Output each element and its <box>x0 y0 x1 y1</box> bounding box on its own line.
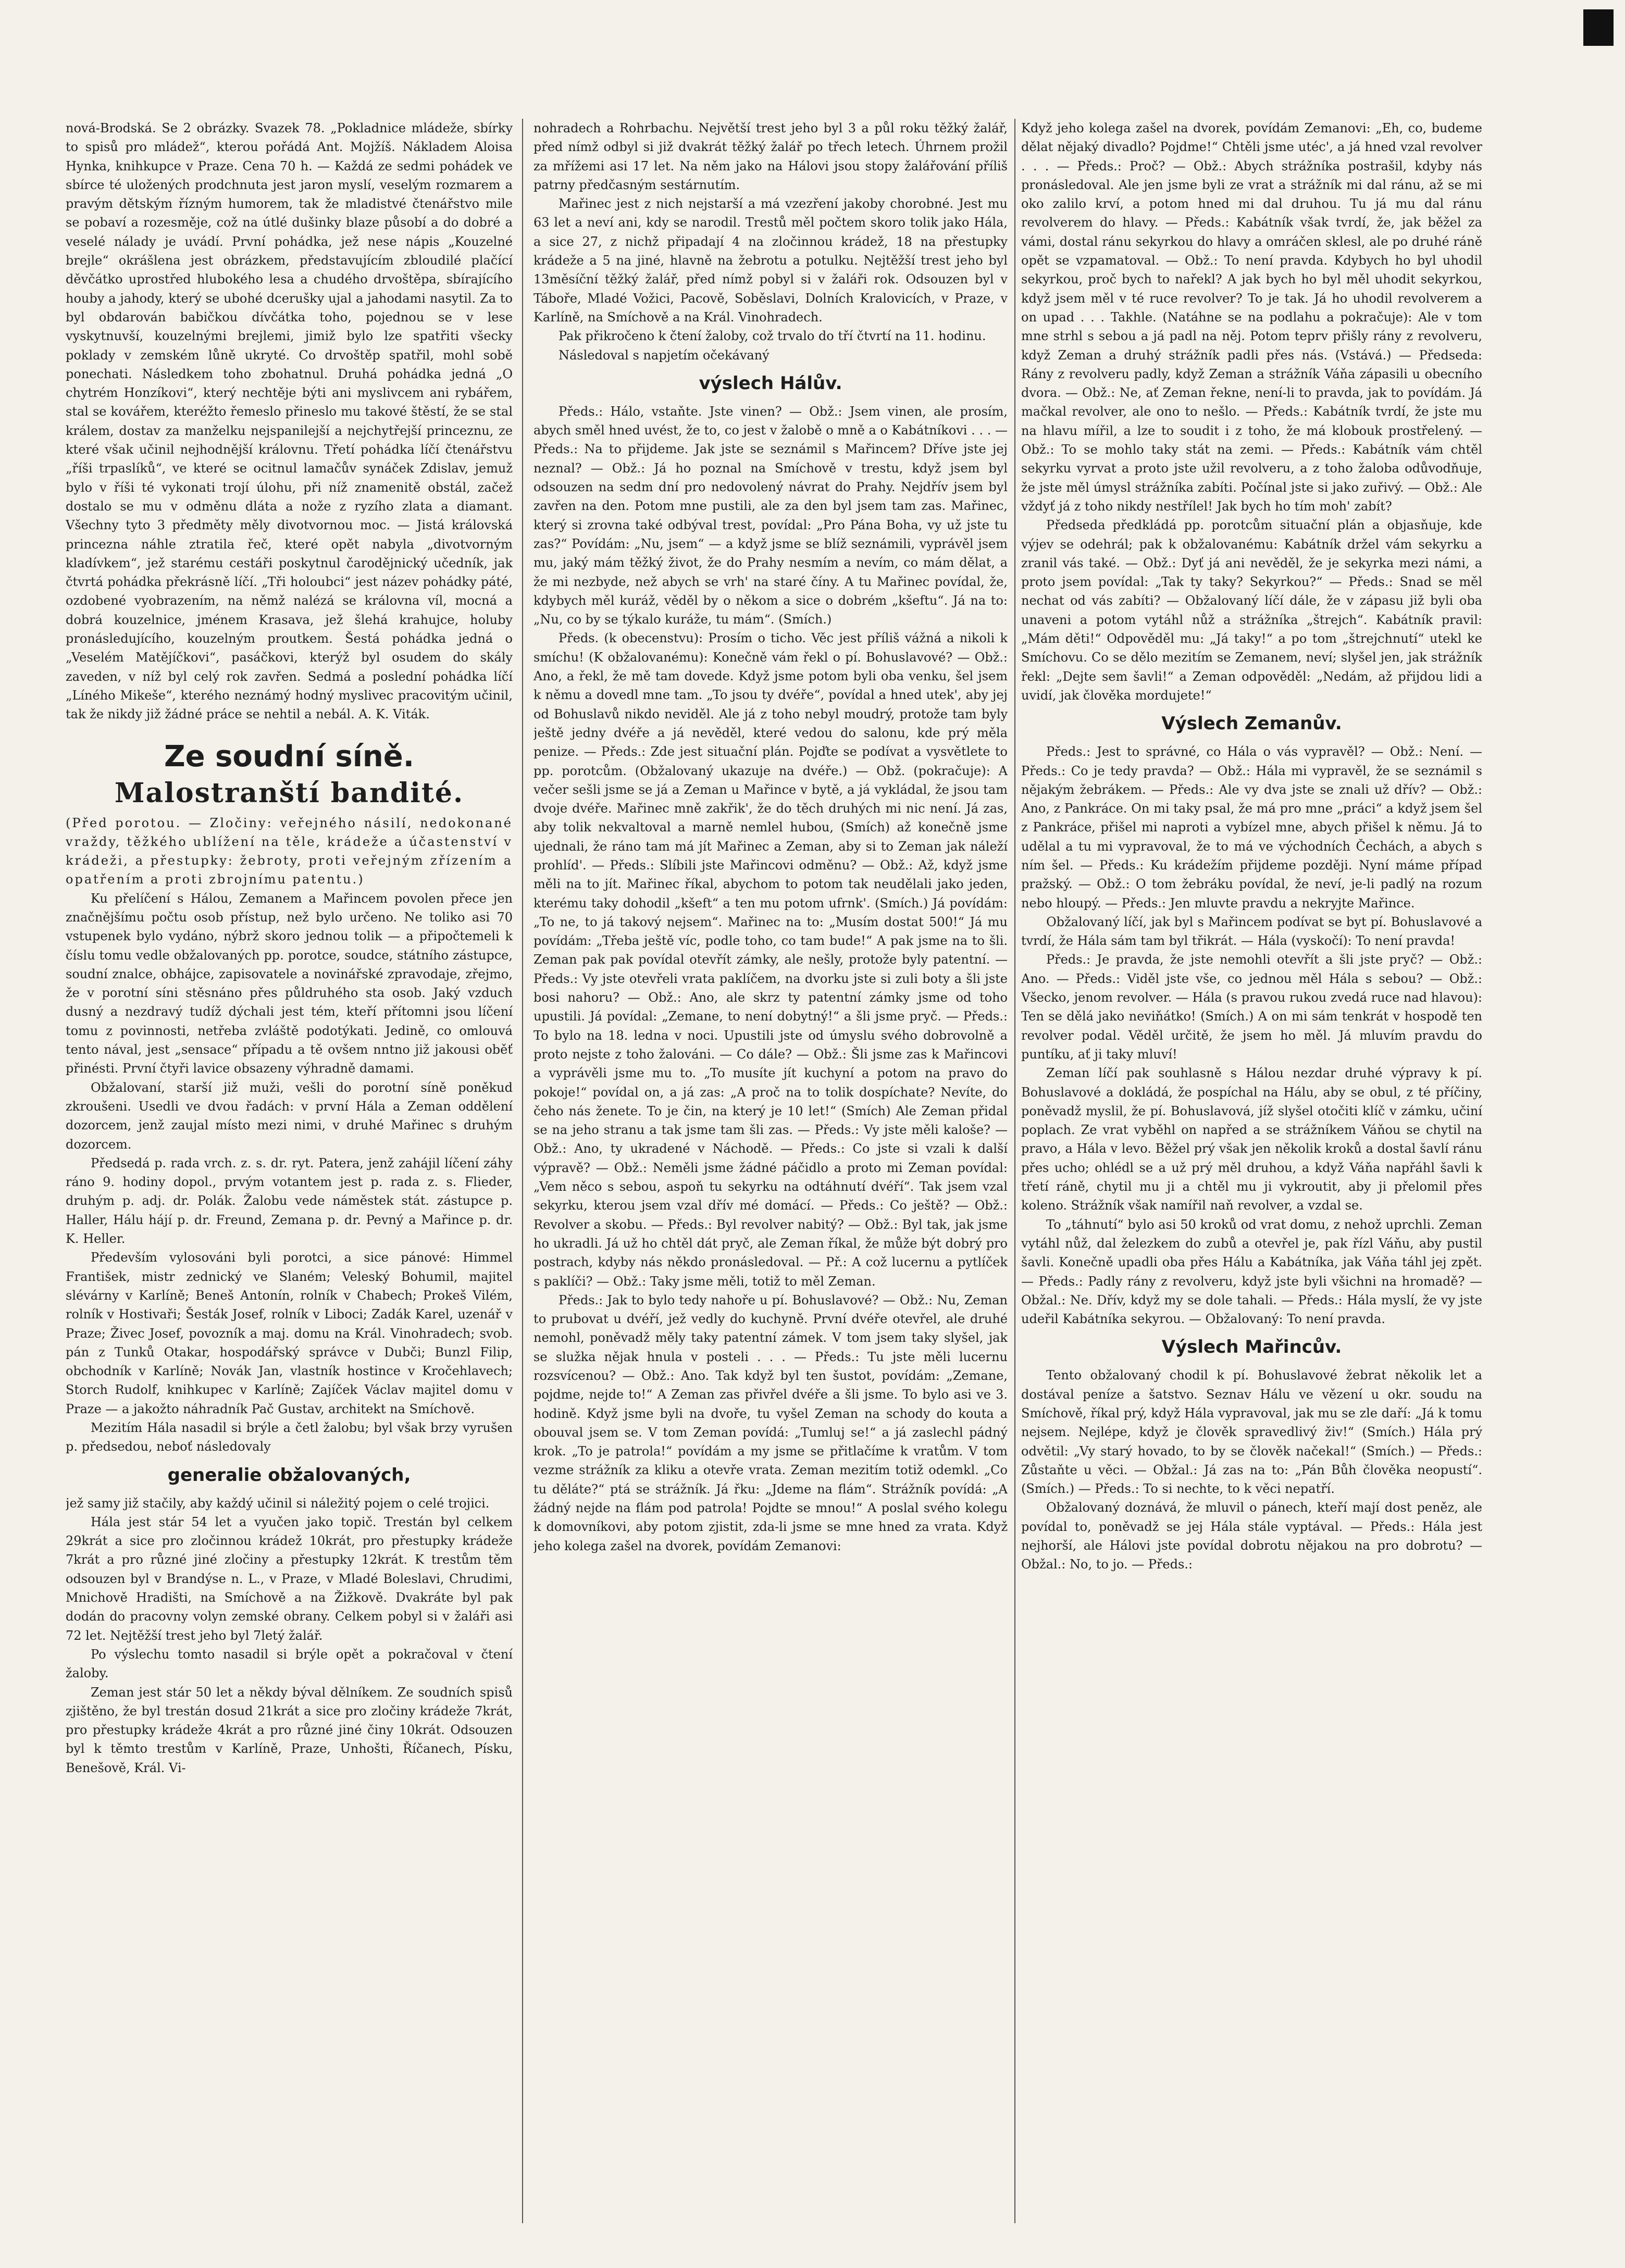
article-paragraph: jež samy již stačily, aby každý učinil si náležitý pojem o celé trojici. <box>66 1496 490 1511</box>
subheading: Výslech Zemanův. <box>1161 713 1342 734</box>
article-paragraph: Následoval s napjetím očekávaný <box>559 347 770 363</box>
charges-paragraph: (Před porotou. — Zločiny: veřejného násilí, nedokonané vraždy, těžkého ublížení na těle, krádeže a účastenství v krádeži, a přestupky: žebroty, proti veřejným zřízením a opatřením a proti zbrojnímu patentu.) <box>66 815 513 887</box>
article-paragraph: Předs.: Je pravda, že jste nemohli otevřít a šli jste pryč? — Obž.: Ano. — Předs.: Viděl jste vše, co jednou měl Hála s sebou? — Obž.: Všecko, jenom revolver. — Hála (s pravou rukou zvedá ruce nad hlavou): Ten se dělá jako neviňátko! (Smích.) A on mi sám tenkrát v hospodě ten revolver podal. Věděl určitě, že jsem ho měl. Já mluvím pravdu do puntíku, ať ji taky mluví! <box>1021 952 1482 1062</box>
article-paragraph: Tento obžalovaný chodil k pí. Bohuslavové žebrat několik let a dostával peníze a šatstvo. Seznav Hálu ve vězení u okr. soudu na Smíchově, říkal prý, když Hála vypravoval, jak mu se zle daří: „Já k tomu nejsem. Nejlépe, když je člověk spravedlivý živ!“ (Smích.) Hála prý odvětil: „Vy starý hovado, to by se člověk načekal!“ (Smích.) — Předs.: Zůstaňte u věci. — Obžal.: Já zas na to: „Pán Bůh člověka neopustí“. (Smích.) — Předs.: To si nechte, to k věci nepatří. <box>1021 1368 1482 1497</box>
article-headline: Malostranští bandité. <box>114 777 464 809</box>
subheading: Výslech Mařincův. <box>1161 1337 1342 1358</box>
subheading: generalie obžalovaných, <box>167 1464 411 1486</box>
article-paragraph: Obžalovaní, starší již muži, vešli do porotní síně poněkud zkroušeni. Usedli ve dvou řadách: v první Hála a Zeman oddělení dozorcem, jenž zaujal místo mezi nimi, v druhé Mařinec s druhým dozorcem. <box>66 1080 513 1152</box>
article-paragraph: Především vylosováni byli porotci, a sice pánové: Himmel František, mistr zednický ve Slaném; Veleský Bohumil, majitel slévárny v Karlíně; Beneš Antonín, rolník v Chabech; Prokeš Vilém, rolník v Hostivaři; Šesták Josef, rolník v Liboci; Zadák Karel, uzenář v Praze; Živec Josef, povozník a maj. domu na Král. Vinohradech; svob. pán z Tunků Otakar, hospodářský správce v Dubči; Bunzl Filip, obchodník v Karlíně; Novák Jan, vlastník hostince v Kročehlavech; Storch Rudolf, knihkupec v Karlíně; Zajíček Václav majitel domu v Praze — a jakožto náhradník Pač Gustav, architekt na Smíchově. <box>66 1250 513 1416</box>
article-paragraph: Předs.: Jest to správné, co Hála o vás vypravěl? — Obž.: Není. — Předs.: Co je tedy pravda? — Obž.: Hála mi vypravěl, že se seznámil s nějakým žebrákem. — Předs.: Ale vy dva jste se znali už dřív? — Obž.: Ano, z Pankráce. On mi taky psal, že má pro mne „práci“ a když jsem šel z Pankráce, přišel mi naproti a vybízel mne, abych přišel k němu. Já to udělal a tu mi vypravoval, že to má ve východních Čechách, a abych s ním šel. — Předs.: Ku krádežím přijdeme později. Nyní máme případ pražský. — Obž.: O tom žebráku povídal, že neví, je-li padlý na rozum nebo hloupý. — Předs.: Jen mluvte pravdu a nekryjte Mařince. <box>1021 744 1482 911</box>
column-2 <box>534 119 1008 2228</box>
article-paragraph: Předs.: Hálo, vstaňte. Jste vinen? — Obž.: Jsem vinen, ale prosím, abych směl hned uvést, že to, co jest v žalobě o mně a o Kabátníkovi . . . — Předs.: Na to přijdeme. Jak jste se seznámil s Mařincem? Dříve jste jej neznal? — Obž.: Já ho poznal na Smíchově v trestu, když jsem byl odsouzen na sedm dní pro nedovolený návrat do Prahy. Nejdřív jsem byl zavřen na den. Potom mne pustili, ale za den byl jsem tam zas. Mařinec, který si zrovna také odbýval trest, povídal: „Pro Pána Boha, vy už jste tu zas?“ Povídám: „Nu, jsem“ — a když jsme se blíž seznámili, vyprávěl jsem mu, jaký mám těžký život, že do Prahy nesmím a nevím, co mám dělat, a že mi nezbyde, než abych se vrh' na staré číny. A tu Mařinec povídal, že, kdybych měl kuráž, věděl by o někom a sice o dobrém „kšeftu“. Já na to: „Nu, co by se týkalo kuráže, tu mám“. (Smích.) <box>534 404 1008 627</box>
article-paragraph: Předs. (k obecenstvu): Prosím o ticho. Věc jest příliš vážná a nikoli k smíchu! (K obžalovanému): Konečně vám řekl o pí. Bohuslavové? — Obž.: Ano, a řekl, že mě tam dovede. Když jsme potom byli oba venku, šel jsem k němu a dovedl mne tam. „To jsou ty dvéře“, povídal a hned utek', aby jej od Bohuslavů nikdo neviděl. Ale já z toho nebyl moudrý, protože tam byly ještě jedny dvéře a já nevěděl, které vedou do salonu, kde prý měla penize. — Předs.: Zde jest situační plán. Pojďte se podívat a vysvětlete to pp. porotcům. (Obžalovaný ukazuje na dvéře.) — Obž. (pokračuje): A večer sešli jsme se já a Zeman u Mařince v bytě, a já vykládal, že jsou tam dvoje dvéře. Mařinec mně zakřik', že do těch druhých mi nic není. Já zas, aby tolik nekvaltoval a marně nemlel hubou, (Smích) až konečně jsme ujednali, že ráno tam má jít Mařinec a Zeman, aby si to Zeman jak náleží prohlíd'. — Předs.: Slíbili jste Mařincovi odměnu? — Obž.: Až, když jsme měli na to jít. Mařinec říkal, abychom to potom tak neudělali jako jeden, kterému taky dohodil „kšeft“ a ten mu potom ufrnk'. (Smích.) Já povídám: „To ne, to já takový nejsem“. Mařinec na to: „Musím dostat 500!“ Já mu povídám: „Třeba ještě víc, podle toho, co tam bude!“ A pak jsme na to šli. Zeman pak pak povídal otevřít zámky, ale nešly, protože byly patentní. — Předs.: Vy jste otevřeli vrata paklíčem, na dvorku jste si zuli boty a šli jste bosi nahoru? — Obž.: Ano, ale skrz ty patentní zámky jsme od toho upustili. Já povídal: „Zemane, to není dobytný!“ a šli jsme pryč. — Předs.: To bylo na 18. ledna v noci. Upustili jste od úmyslu svého dobrovolně a proto nejste z toho žalováni. — Co dále? — Obž.: Šli jsme zas k Mařincovi a vyprávěli jsme mu to. „To musíte jít kuchyní a potom na pravo do pokoje!“ povídal on, a já zas: „A proč na to tolik dospíchate? Nevíte, do čeho nás ženete. To je čin, na který je 10 let!“ (Smích) Ale Zeman přidal se na jeho stranu a tak jsme tam šli zas. — Předs.: Vy jste měli kaloše? — Obž.: Ano, ty ukradené v Náchodě. — Předs.: Co jste si vzali k další výpravě? — Obž.: Neměli jsme žádné páčidlo a proto mi Zeman povídal: „Vem něco s sebou, aspoň tu sekyrku na odtáhnutí dvéří“. Tak jsem vzal sekyrku, kterou jsem vzal dřív mé domácí. — Předs.: Co ještě? — Obž.: Revolver a skobu. — Předs.: Byl revolver nabitý? — Obž.: Byl tak, jak jsme ho ukradli. Já už ho chtěl dát pryč, ale Zeman říkal, že může být dobrý pro postrach, kdyby nás někdo pronásledoval. — Př.: A což lucernu a pytlíček s paklíči? — Obž.: Taky jsme měli, totiž to měl Zeman. <box>534 631 1008 1289</box>
section-title: Ze soudní síně. <box>164 739 415 774</box>
article-paragraph: Ku přelíčení s Hálou, Zemanem a Mařincem povolen přece jen značnějšímu počtu osob přístup, než bylo určeno. Ne toliko asi 70 vstupenek bylo vydáno, nýbrž skoro jednou tolik — a připočtemeli k číslu tomu vedle obžalovaných pp. porotce, soudce, státního zástupce, soudní znalce, obhájce, zapisovatele a novinářské zpravodaje, zřejmo, že v porotní síni stěsnáno přes půldruhého sta osob. Jaký vzduch dusný a nezdravý tudíž dýchali jest tém, kteří přítomni jsou líčení tomu z povinnosti, netřeba zvláště podotýkati. Jedině, co omlouvá tento nával, jest „sensace“ případu a tě ovšem nntno již jakousi oběť přinésti. První čtyři lavice obsazeny výhradně damami. <box>66 891 513 1076</box>
article-paragraph: Předsedá p. rada vrch. z. s. dr. ryt. Patera, jenž zahájil líčení záhy ráno 9. hodiny dopol., prvým votantem jest p. rada z. s. Flieder, druhým p. adj. dr. Polák. Žalobu vede náměstek stát. zástupce p. Haller, Hálu hájí p. dr. Freund, Zemana p. dr. Pevný a Mařince p. dr. K. Heller. <box>66 1155 513 1247</box>
article-paragraph: Obžalovaný doznává, že mluvil o pánech, kteří mají dost peněz, ale povídal to, poněvadž se jej Hála stále vyptával. — Předs.: Hála jest nejhorší, ale Hálovi jste povídal dobrotu nějakou na pro dobrotu? — Obžal.: No, to jo. — Předs.: <box>1021 1500 1482 1572</box>
article-paragraph: Když jeho kolega zašel na dvorek, povídám Zemanovi: „Eh, co, budeme dělat nějaký divadlo? Pojdme!“ Chtěli jsme utéc', a já hned vzal revolver . . . — Předs.: Proč? — Obž.: Abych strážníka postrašil, kdyby nás pronásledoval. Ale jen jsme byli ze vrat a strážník mi dal ránu, až se mi oko zalilo krví, a potom hned mi dal druhou. Tu já mu dal ránu revolverem do hlavy. — Předs.: Kabátník však tvrdí, že, jak běžel za vámi, dostal ránu sekyrkou do hlavy a omráčen sklesl, ale po druhé ráně opět se vzpamatoval. — Obž.: To není pravda. Kdybych ho byl uhodil sekyrkou, proč bych to nařekl? A jak bych ho byl měl uhodit sekyrkou, když jsem měl v té ruce revolver? To je tak. Já ho uhodil revolverem a on upad . . . Takhle. (Natáhne se na podlahu a pokračuje): Ale v tom mne strhl s sebou a já padl na něj. Potom teprv přišly rány z revolveru, když Zeman a druhý strážník padli přes nás. (Vstává.) — Předseda: Rány z revolveru padly, když Zeman a strážník Váňa zápasili u obecního dvora. — Obž.: Ne, ať Zeman řekne, není-li to pravda, jak to povídám. Já mačkal revolver, ale ono to nešlo. — Předs.: Kabátník tvrdí, že jste mu na hlavu mířil, a lze to soudit i z toho, že má klobouk prostřelený. — Obž.: To se mohlo taky stát na zemi. — Předs.: Kabátník vám chtěl sekyrku vyrvat a proto jste užil revolveru, a z toho žaloba odůvodňuje, že jste měl úmysl strážníka zabíti. Počínal jste si jako zuřivý. — Obž.: Ale vždyť já z toho nikdy nestřílel! Jak bych ho tím moh' zabít? <box>1021 121 1482 514</box>
review-paragraph: nová-Brodská. Se 2 obrázky. Svazek 78. „Pokladnice mládeže, sbírky to spisů pro mládež“, kterou pořádá Ant. Mojžíš. Nákladem Aloisa Hynka, knihkupce v Praze. Cena 70 h. — Každá ze sedmi pohádek ve sbírce té uložených prodchnuta jest jaron myslí, veselým rozmarem a pravým dětským řízným humorem, tak že mladistvé čtenářstvo mile se pobaví a rozesměje, což na útlé dušinky blaze působí a do dobré a veselé nálady je uvádí. První pohádka, jež nese nápis „Kouzelné brejle“ okrášlena jest obrázkem, představujícím zbloudilé plačící děvčátko uprostřed hlubokého lesa a chudého drvoštěpa, sbírajícího houby a jahody, který se ubohé dcerušky ujal a jahodami nasytil. Za to byl obdarován babičkou dívčátka toho, pojednou se v lese vyskytnuvší, kouzelnými brejlemi, jimiž bylo lze spatřiti všecky poklady v zemském lůně ukryté. Co drvoštěp spatřil, mohl sobě ponechati. Následkem toho zbohatnul. Druhá pohádka jedná „O chytrém Honzíkovi“, který nechtěje býti ani myslivcem ani rybářem, stal se kovářem, kteréžto řemeslo přineslo mu takové štěstí, že se stal králem, dostav za manželku nejspanilejší a nejchytřejší princeznu, ze které však učinil nejhodnější královnu. Třetí pohádka líčí čtenářstvu „říši trpaslíků“, ve které se ocitnul lamačův synáček Zdislav, jemuž bylo v říši té vykonati trojí úlohu, při níž znamenitě obstál, začež dostalo se mu v odměnu dláta a nože z ryzího zlata a diamant. Všechny tyto 3 předměty měly divotvornou moc. — Jistá královská princezna náhle ztratila řeč, které opět nabyla „divotvorným kladívkem“, jež starému cestáři poskytnul čarodějnický učedník, jak čtvrtá pohádka překrásně líčí. „Tři holoubci“ jest název pohádky páté, ozdobené vyobrazením, na němž nalézá se královna víl, mocná a dobrá kouzelnice, jménem Krasava, jež šlehá krahujce, holuby pronásledujícího, kouzelným proutkem. Šestá pohádka jedná o „Veselém Matějíčkovi“, pasáčkovi, kterýž byl osudem do skály zaveden, v níž byl celý rok zavřen. Sedmá a poslední pohádka líčí „Líného Mikeše“, kterého neznámý hodný myslivec pracovitým učinil, tak že nikdy již žádné práce se nehtil a nebál. A. K. Viták. <box>66 121 513 722</box>
column-rule <box>1014 119 1015 2223</box>
article-paragraph: Mařinec jest z nich nejstarší a má vzezření jakoby chorobné. Jest mu 63 let a neví ani, kdy se narodil. Trestů měl počtem skoro tolik jako Hála, a sice 27, z nichž připadají 4 na zločinnou krádež, 18 na přestupky krádeže a 5 na jiné, hlavně na žebrotu a potulku. Nejtěžší trest jeho byl 13měsíční těžký žalář, před nímž pobyl si v žaláři rok. Odsouzen byl v Táboře, Mladé Vožici, Pacově, Soběslavi, Dolních Kralovicích, v Praze, v Karlíně, na Smíchově a na Král. Vinohradech. <box>534 196 1008 325</box>
column-rule <box>522 119 523 2223</box>
column-3 <box>1021 119 1482 2228</box>
article-paragraph: Obžalovaný líčí, jak byl s Mařincem podívat se byt pí. Bohuslavové a tvrdí, že Hála sám tam byl třikrát. — Hála (vyskočí): To není pravda! <box>1021 914 1482 949</box>
article-paragraph: Předseda předkládá pp. porotcům situační plán a objasňuje, kde výjev se odehrál; pak k obžalovanému: Kabátník držel vám sekyrku a zranil vás také. — Obž.: Dyť já ani nevěděl, že je sekyrka mezi námi, a proto jsem povídal: „Tak ty taky? Sekyrkou?“ — Předs.: Snad se měl nechat od vás zabíti? — Obžalovaný líčí dále, že v zápasu již byli oba unaveni a potom vytáhl nůž a strážníka „štrejch“. Kabátník pravil: „Mám děti!“ Odpověděl mu: „Já taky!“ a po tom „štrejchnutí“ utekl ke Smíchovu. Co se dělo mezitím se Zemanem, neví; slyšel jen, jak strážník řekl: „Dejte sem šavli!“ a Zeman odpověděl: „Nedám, až přijdou lidi a uvidí, jak člověka mordujete!“ <box>1021 518 1482 703</box>
article-paragraph: nohradech a Rohrbachu. Největší trest jeho byl 3 a půl roku těžký žalář, před nímž odbyl si již dvakrát těžký žalář po třech letech. Úhrnem prožil za mřížemi asi 17 let. Na něm jako na Hálovi jsou stopy žalářování příliš patrny předčasným sestárnutím. <box>534 121 1008 192</box>
article-paragraph: Zeman jest stár 50 let a někdy býval dělníkem. Ze soudních spisů zjištěno, že byl trestán dosud 21krát a sice pro zločiny krádeže 7krát, pro přestupky krádeže 4krát a pro různé jiné činy 10krát. Odsouzen byl k těmto trestům v Karlíně, Praze, Unhošti, Říčanech, Písku, Benešově, Král. Vi- <box>66 1685 513 1775</box>
corner-mark <box>1583 9 1614 46</box>
article-paragraph: Předs.: Jak to bylo tedy nahoře u pí. Bohuslavové? — Obž.: Nu, Zeman to prubovat u dvéří, jež vedly do kuchyně. První dvéře otevřel, ale druhé nemohl, poněvadž měly taky patentní zámek. V tom jsem taky slyšel, jak se služka nějak hnula v posteli . . . — Předs.: Tu jste měli lucernu rozsvícenou? — Obž.: Ano. Tak když byl ten šustot, povídám: „Zemane, pojdme, nejde to!“ A Zeman zas přivřel dvéře a šli jsme. To bylo asi ve 3. hodině. Když jsme byli na dvoře, tu vyšel Zeman na schody do kouta a obouval jsem se. V tom Zeman povídá: „Tumluj se!“ a já zaslechl pádný krok. „To je patrola!“ povídám a my jsme se přitlačíme k vratům. V tom vezme strážník za kliku a otevře vrata. Zeman mezitím totiž odemkl. „Co tu děláte?“ ptá se strážník. Já řku: „Jdeme na flám“. Strážník povídá: „A žádný nejde na flám pod patrola! Pojdte se mnou!“ A poslal svého kolegu k domovníkovi, aby potom zjistit, zda-li jsme se mne hned za vrata. Když jeho kolega zašel na dvorek, povídám Zemanovi: <box>534 1292 1008 1553</box>
article-paragraph: Hála jest stár 54 let a vyučen jako topič. Trestán byl celkem 29krát a sice pro zločinnou krádež 10krát, pro přestupky krádeže 7krát a pro různé jiné zločiny a přestupky 12krát. K trestům těm odsouzen byl v Brandýse n. L., v Praze, v Mladé Boleslavi, Chrudimi, Mnichově Hradišti, na Smíchově a na Žižkově. Dvakráte byl pak dodán do pracovny volyn zemské obrany. Celkem pobyl si v žaláři asi 72 let. Nejtěžší trest jeho byl 7letý žalář. <box>66 1514 513 1643</box>
article-paragraph: Mezitím Hála nasadil si brýle a četl žalobu; byl však brzy vyrušen p. předsedou, neboť následovaly <box>66 1420 513 1454</box>
article-paragraph: Pak přikročeno k čtení žaloby, což trvalo do tří čtvrtí na 11. hodinu. <box>559 329 986 344</box>
article-paragraph: Zeman líčí pak souhlasně s Hálou nezdar druhé výpravy k pí. Bohuslavové a dokládá, že pospíchal na Hálu, aby se obul, z té příčiny, poněvadž myslil, že pí. Bohuslavová, jíž slyšel otočiti klíč v zámku, učiní poplach. Ze vrat vyběhl on napřed a se strážníkem Váňou se chytil na pravo, a Hála v levo. Běžel prý však jen několik kroků a dostal šavlí ránu přes ucho; ohlédl se a už prý měl druhou, a když Váňa napřáhl šavli k třetí ráně, chytil mu ji a chtěl mu ji vykroutit, aby ji přelomil přes koleno. Strážník však namířil naň revolver, a vzdal se. <box>1021 1066 1482 1213</box>
subheading: výslech Hálův. <box>699 372 842 394</box>
column-1 <box>66 119 513 2228</box>
article-paragraph: Po výslechu tomto nasadil si brýle opět a pokračoval v čtení žaloby. <box>66 1647 513 1681</box>
article-paragraph: To „táhnutí“ bylo asi 50 kroků od vrat domu, z nehož uprchli. Zeman vytáhl nůž, dal železkem do zubů a otevřel je, pak řízl Váňu, aby pustil šavli. Konečně upadli oba přes Hálu a Kabátníka, jak Váňa táhl jej zpět. — Předs.: Padly rány z revolveru, když jste byli všichni na hromadě? — Obžal.: Ne. Dřív, když my se dole tahali. — Předs.: Hála myslí, že vy jste udeřil Kabátníka sekyrou. — Obžalovaný: To není pravda. <box>1021 1217 1482 1327</box>
